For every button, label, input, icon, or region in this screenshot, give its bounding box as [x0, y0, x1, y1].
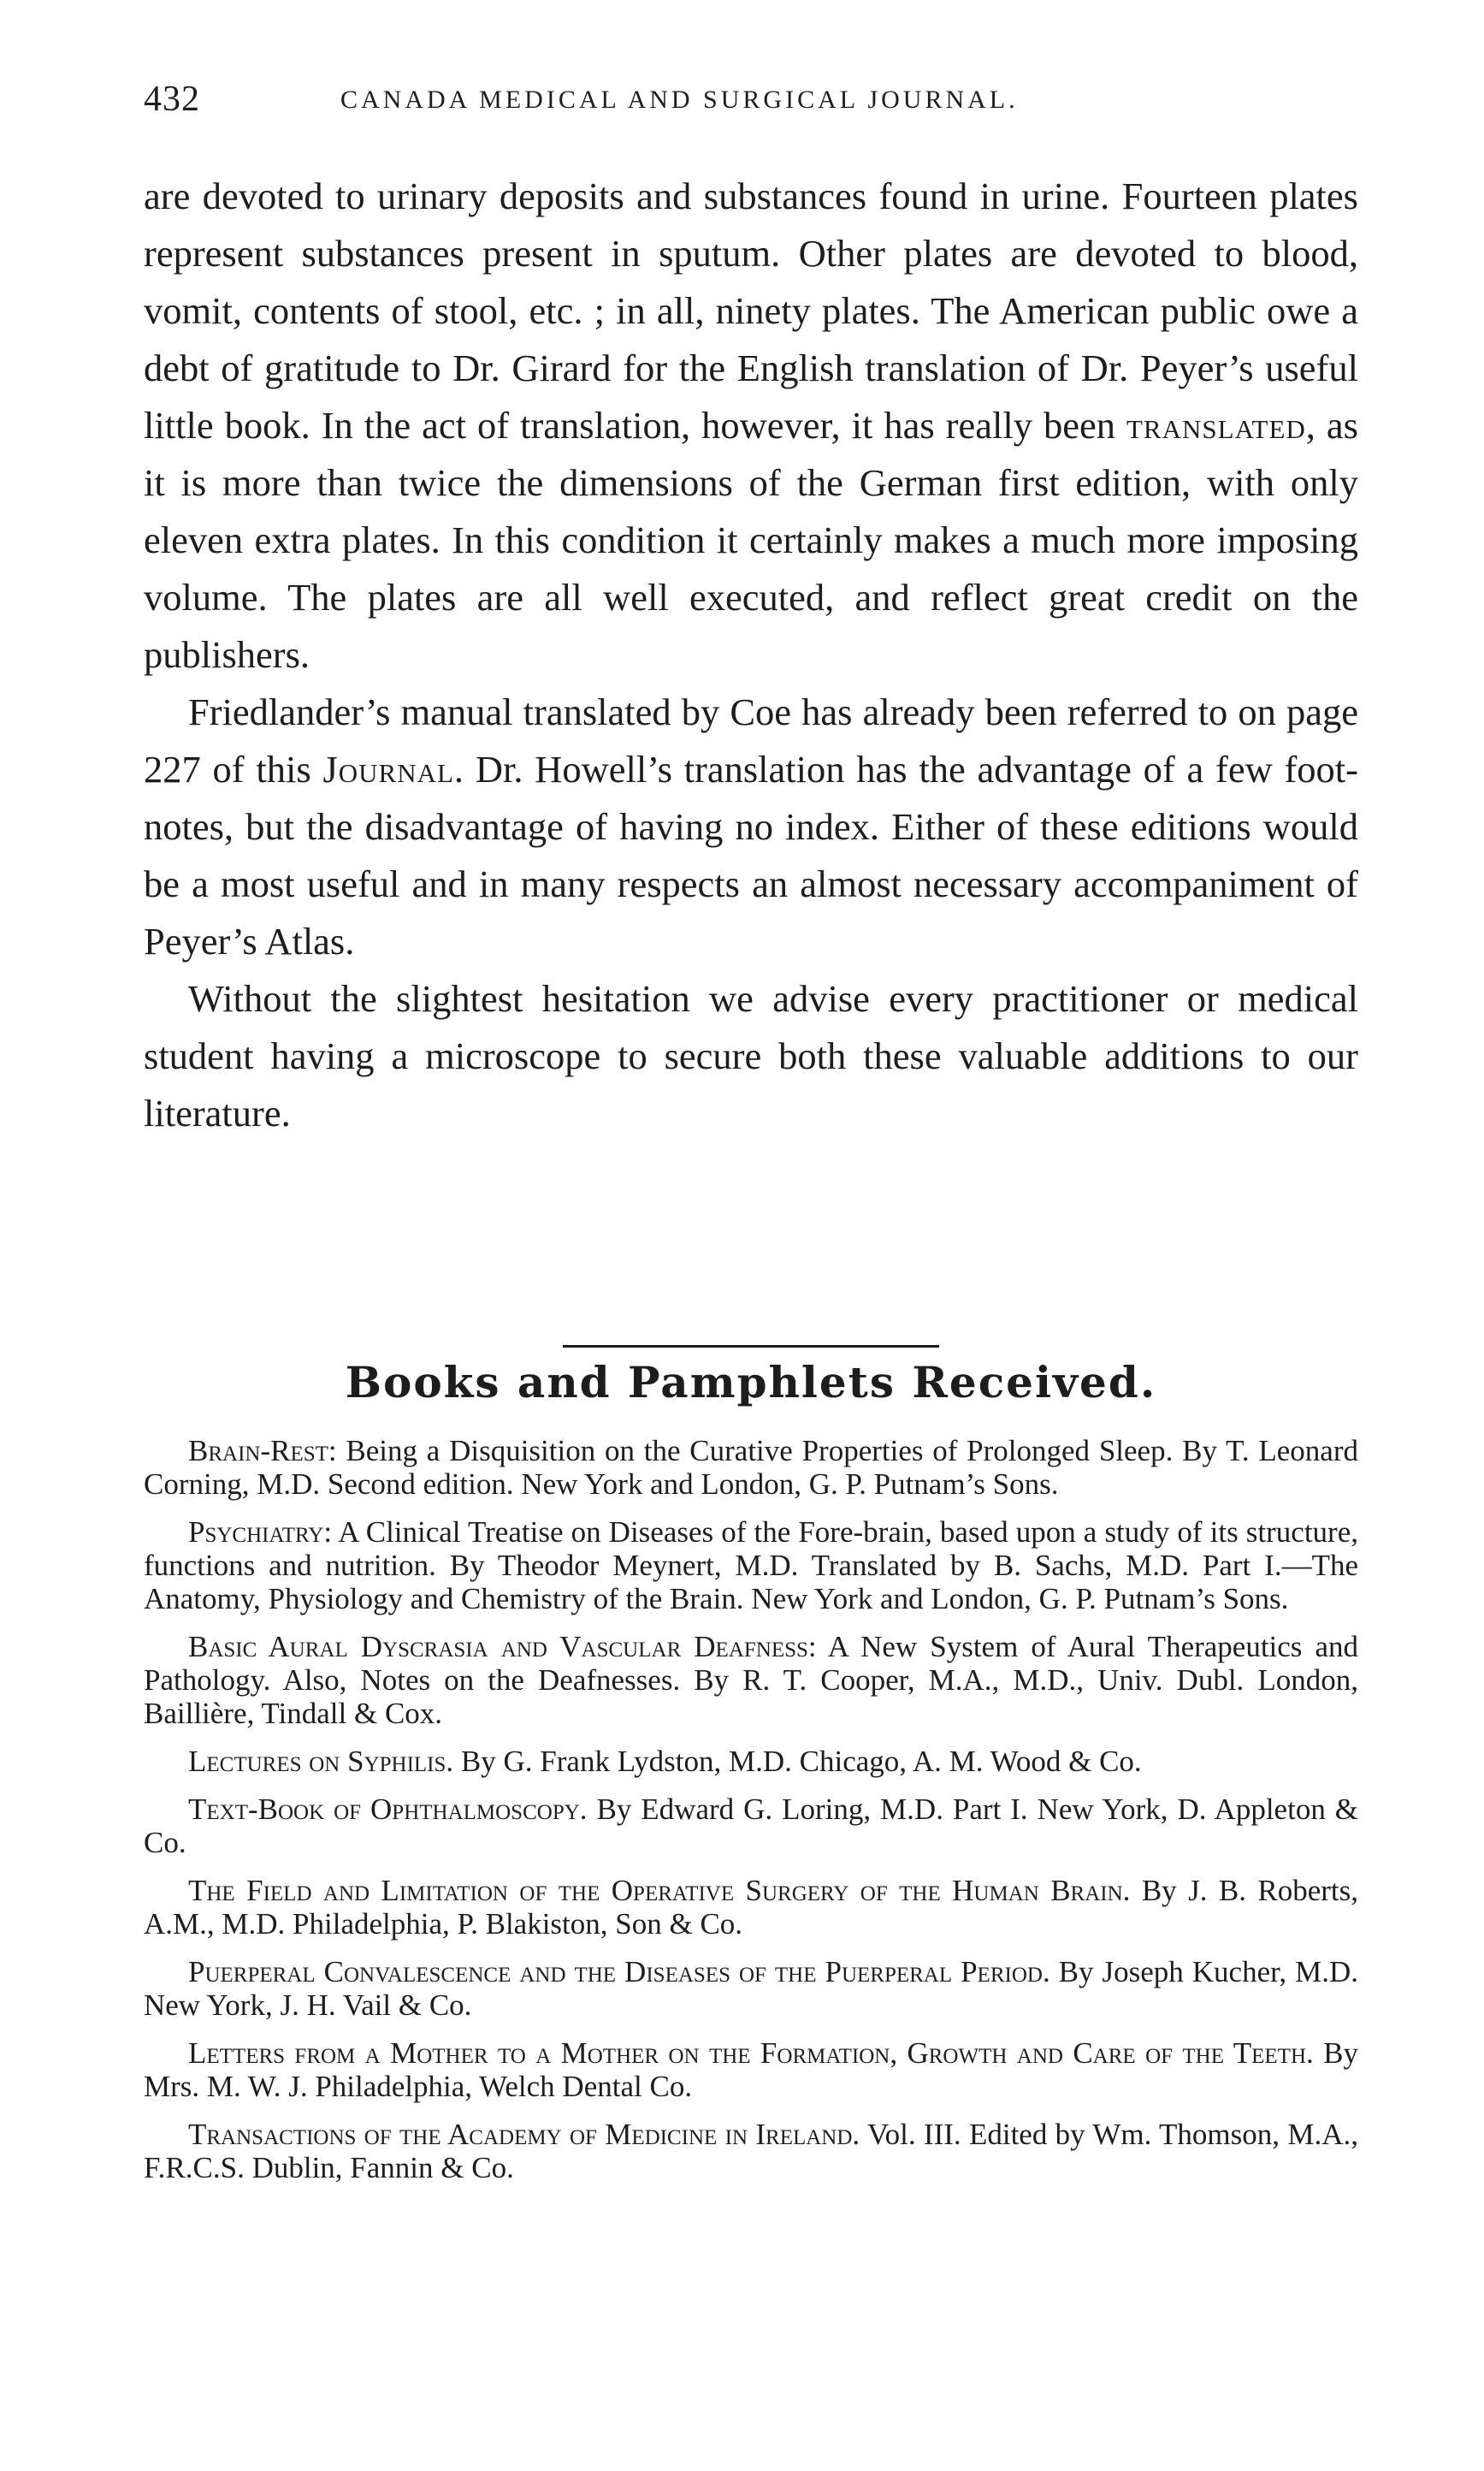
book-entry: [144, 1874, 1358, 1941]
book-entry-details: By Edward G. Loring, M.D. Part I. New York, D. Appleton & Co.: [144, 1793, 1358, 1859]
book-entry-title: Text-Book of Ophthalmoscopy.: [188, 1793, 588, 1826]
book-entry-details: By G. Frank Lydston, M.D. Chicago, A. M. Wood & Co.: [453, 1745, 1142, 1778]
book-entry-title: Puerperal Convalescence and the Diseases of the Puerperal Period.: [188, 1955, 1050, 1988]
book-entry-details: : A Clinical Treatise on Diseases of the Fore-brain, based upon a study of its structure, functions and nutrition. By Theodor Meynert, M.D. Translated by B. Sachs, M.D. Part I.—The Anatomy, Physiology and Chemistry of the Brain. New York and London, G. P. Putnam’s Sons.: [144, 1515, 1358, 1615]
review-paragraph-1: [144, 168, 1358, 684]
review-text: [144, 168, 1358, 1142]
review-paragraph-1-text-a: are devoted to urinary deposits and substances found in urine. Fourteen plates represent substances present in sputum. Other plates are devoted to blood, vomit, contents of stool, etc. ; in all, ninety plates. The American public owe a debt of gratitude to Dr. Girard for the English translation of Dr. Peyer’s useful little book. In the act of translation, however, it has really been: [144, 175, 1358, 447]
book-entry-title: Transactions of the Academy of Medicine in Ireland.: [188, 2118, 860, 2151]
page-header: [144, 79, 1358, 121]
book-entry-title: Basic Aural Dyscrasia and Vascular Deafness: [188, 1630, 808, 1663]
review-paragraph-2: [144, 684, 1358, 970]
books-received-list: [144, 1434, 1358, 2199]
book-entry-details: : A New System of Aural Therapeutics and Pathology. Also, Notes on the Deafnesses. By R. T. Cooper, M.A., M.D., Univ. Dubl. London, Baillière, Tindall & Cox.: [144, 1630, 1358, 1730]
book-entry-title: The Field and Limitation of the Operative Surgery of the Human Brain.: [188, 1874, 1131, 1907]
book-entry-details: Vol. III. Edited by Wm. Thomson, M.A., F.R.C.S. Dublin, Fannin & Co.: [144, 2118, 1358, 2184]
book-entry: [144, 2118, 1358, 2184]
review-paragraph-3: Without the slightest hesitation we advise every practitioner or medical student having a microscope to secure both these valuable additions to our literature.: [144, 977, 1358, 1135]
book-entry: [144, 1630, 1358, 1730]
book-entry-title: Psychiatry: [188, 1515, 324, 1549]
book-entry: [144, 1745, 1358, 1778]
book-entry: [144, 1434, 1358, 1501]
book-entry-title: Brain-Rest: [188, 1434, 328, 1467]
book-entry: [144, 1515, 1358, 1615]
running-head: CANADA MEDICAL AND SURGICAL JOURNAL.: [340, 86, 1019, 114]
book-entry-title: Letters from a Mother to a Mother on the Formation, Growth and Care of the Teeth.: [188, 2036, 1314, 2070]
journal-small-caps: Journal: [322, 748, 454, 791]
section-divider: [563, 1345, 939, 1348]
page-number: 432: [144, 80, 200, 119]
book-entry-title: Lectures on Syphilis.: [188, 1745, 454, 1778]
book-entry-details: By Mrs. M. W. J. Philadelphia, Welch Dental Co.: [144, 2036, 1358, 2103]
review-paragraph-2-text-a: Friedlander’s manual translated by Coe has already been referred to on page 227 of this: [144, 690, 1358, 791]
book-entry: [144, 1955, 1358, 2022]
translated-small-caps: translated: [1126, 404, 1306, 447]
review-paragraph-1-text-b: , as it is more than twice the dimensions of the German first edition, with only eleven extra plates. In this condition it certainly makes a much more imposing volume. The plates are all well executed, and reflect great credit on the publishers.: [144, 404, 1358, 676]
book-entry: [144, 2036, 1358, 2103]
book-entry: [144, 1793, 1358, 1859]
book-entry-details: By Joseph Kucher, M.D. New York, J. H. Vail & Co.: [144, 1955, 1359, 2022]
review-paragraph-2-text-b: . Dr. Howell’s translation has the advantage of a few foot-notes, but the disadvantage of having no index. Either of these editions would be a most useful and in many respects an almost necessary accompaniment of Peyer’s Atlas.: [144, 748, 1358, 963]
book-entry-details: : Being a Disquisition on the Curative Properties of Prolonged Sleep. By T. Leonard Corning, M.D. Second edition. New York and London, G. P. Putnam’s Sons.: [144, 1434, 1358, 1501]
book-entry-details: By J. B. Roberts, A.M., M.D. Philadelphia, P. Blakiston, Son & Co.: [144, 1874, 1358, 1941]
section-heading: Books and Pamphlets Received.: [345, 1357, 1157, 1407]
